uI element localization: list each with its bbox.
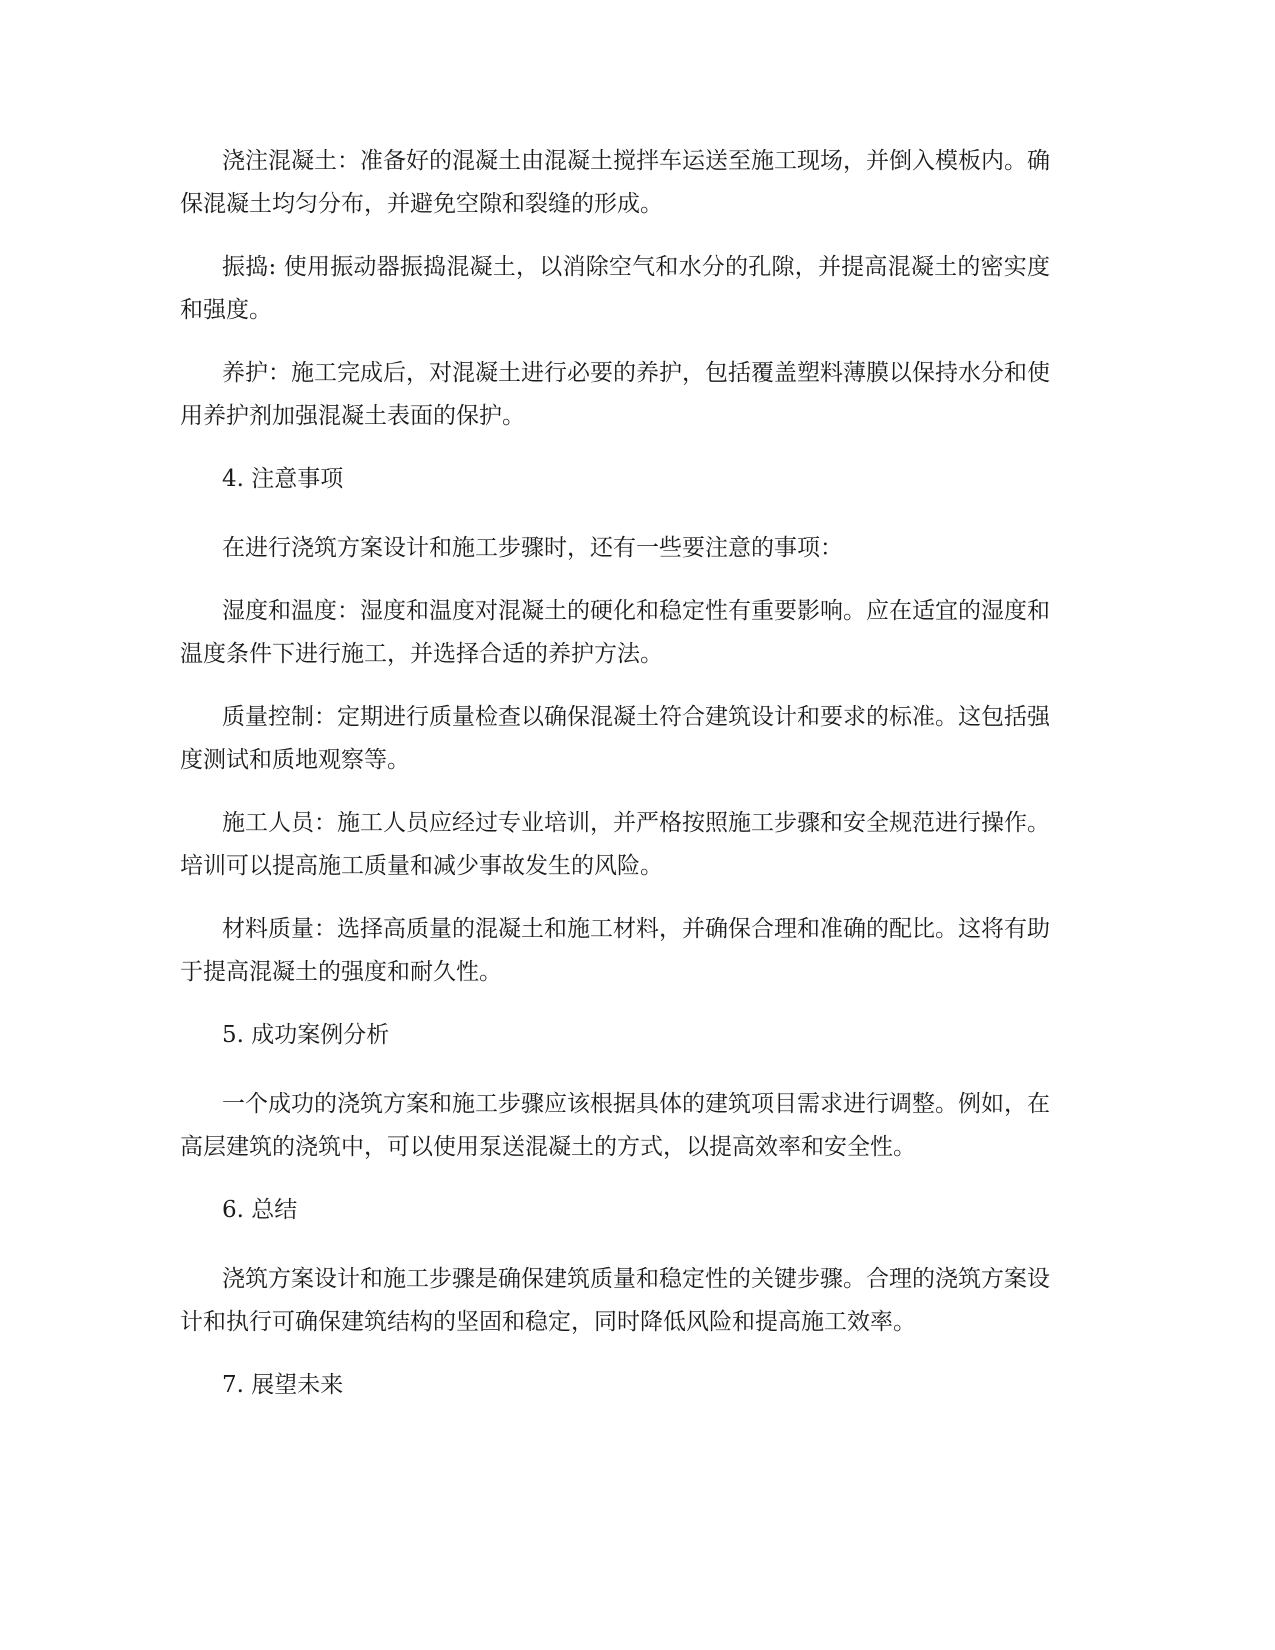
paragraph-curing: 养护：施工完成后，对混凝土进行必要的养护，包括覆盖塑料薄膜以保持水分和使用养护剂加强混凝土表面的保护。 xyxy=(180,360,1050,429)
section-heading-summary: 6. 总结 xyxy=(222,1197,298,1223)
paragraph-quality-control: 质量控制：定期进行质量检查以确保混凝土符合建筑设计和要求的标准。这包括强度测试和质地观察等。 xyxy=(180,704,1050,773)
paragraph-precautions-intro: 在进行浇筑方案设计和施工步骤时，还有一些要注意的事项： xyxy=(222,535,843,561)
paragraph-material-quality: 材料质量：选择高质量的混凝土和施工材料，并确保合理和准确的配比。这将有助于提高混凝土的强度和耐久性。 xyxy=(180,916,1050,985)
paragraph-case-study: 一个成功的浇筑方案和施工步骤应该根据具体的建筑项目需求进行调整。例如，在高层建筑的浇筑中，可以使用泵送混凝土的方式，以提高效率和安全性。 xyxy=(180,1091,1050,1160)
paragraph-pouring-concrete: 浇注混凝土：准备好的混凝土由混凝土搅拌车运送至施工现场，并倒入模板内。确保混凝土均匀分布，并避免空隙和裂缝的形成。 xyxy=(180,148,1050,217)
section-heading-precautions: 4. 注意事项 xyxy=(222,466,344,492)
section-heading-outlook: 7. 展望未来 xyxy=(222,1372,344,1398)
paragraph-humidity-temperature: 湿度和温度：湿度和温度对混凝土的硬化和稳定性有重要影响。应在适宜的湿度和温度条件下进行施工，并选择合适的养护方法。 xyxy=(180,598,1050,667)
section-heading-case-study: 5. 成功案例分析 xyxy=(222,1022,390,1048)
paragraph-summary: 浇筑方案设计和施工步骤是确保建筑质量和稳定性的关键步骤。合理的浇筑方案设计和执行可确保建筑结构的坚固和稳定，同时降低风险和提高施工效率。 xyxy=(180,1266,1050,1335)
document-body xyxy=(180,140,1050,1433)
paragraph-vibration: 振捣: 使用振动器振捣混凝土，以消除空气和水分的孔隙，并提高混凝土的密实度和强度。 xyxy=(180,254,1050,323)
paragraph-personnel: 施工人员：施工人员应经过专业培训，并严格按照施工步骤和安全规范进行操作。培训可以提高施工质量和减少事故发生的风险。 xyxy=(180,810,1050,879)
